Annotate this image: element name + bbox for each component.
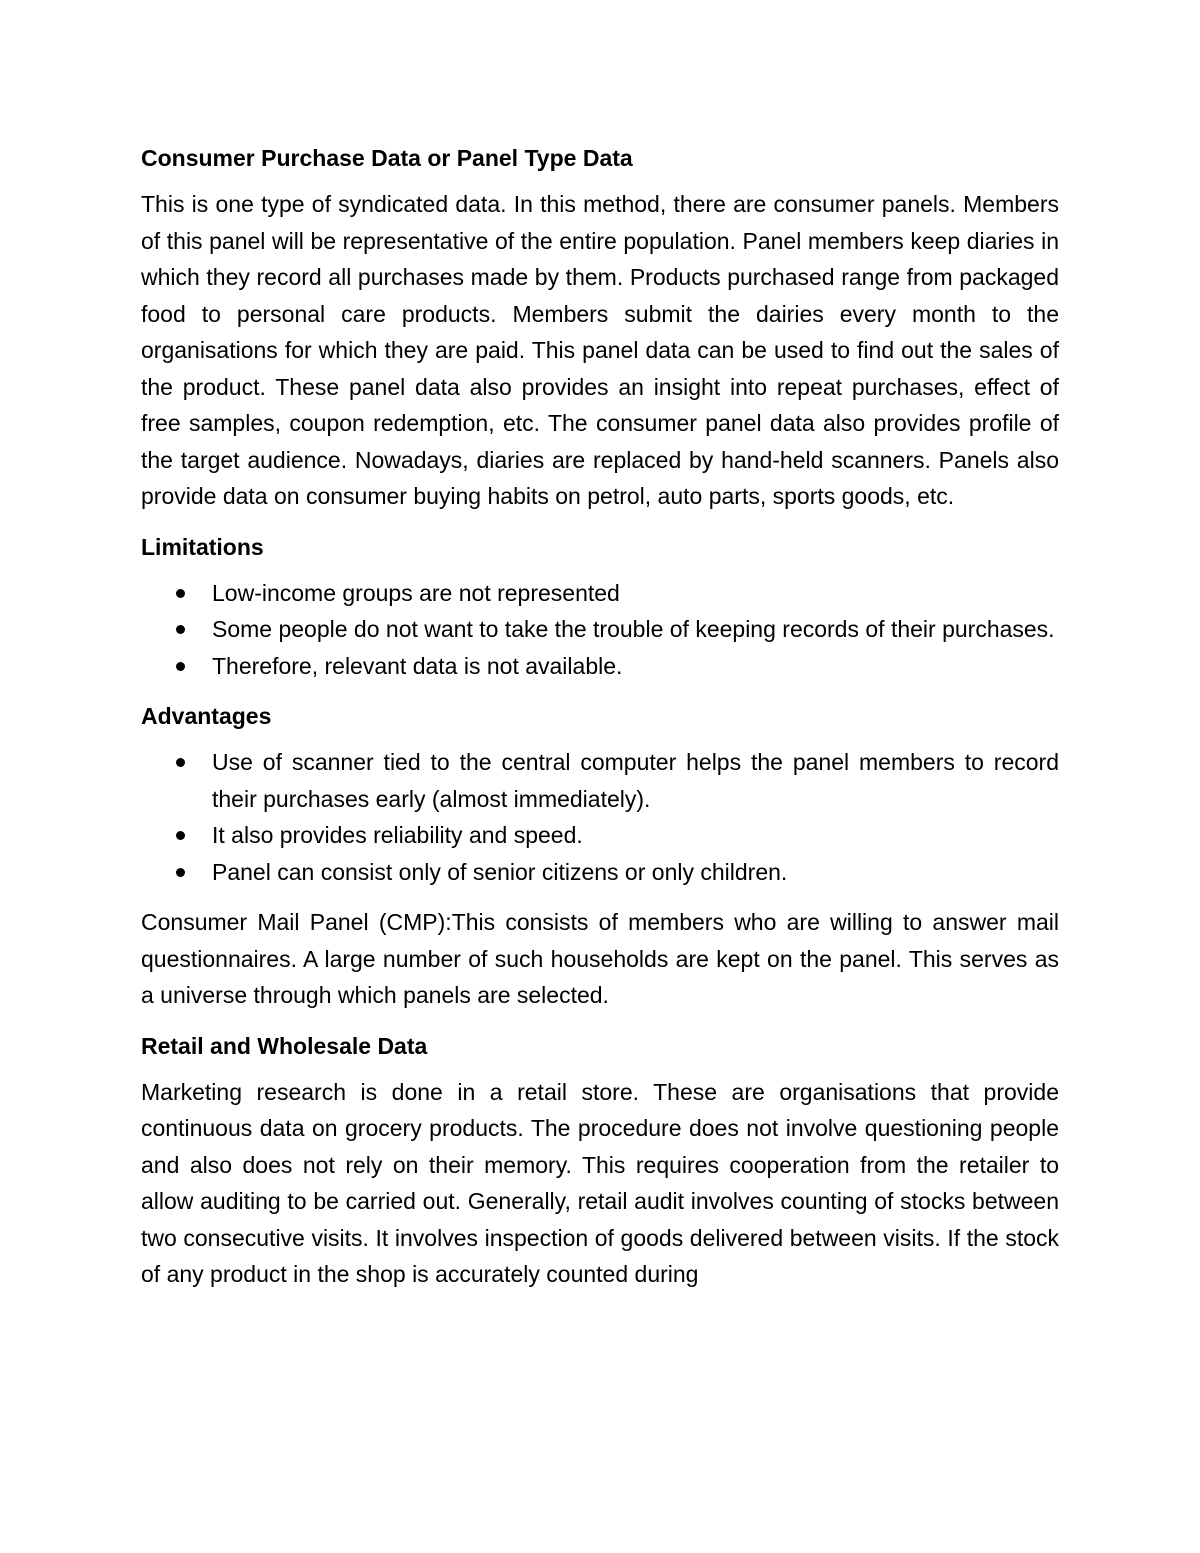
list-item: [141, 744, 1059, 817]
section-heading-retail-wholesale-data: Retail and Wholesale Data: [141, 1032, 428, 1059]
bullet-icon: [176, 758, 185, 767]
list-item: [141, 817, 1059, 854]
list-item-text: Use of scanner tied to the central computer helps the panel members to record their purchases early (almost immediately).: [212, 749, 1059, 812]
section-heading-consumer-purchase-data: Consumer Purchase Data or Panel Type Data: [141, 145, 633, 171]
section-heading-limitations: Limitations: [141, 533, 264, 560]
list-item-text: Some people do not want to take the trouble of keeping records of their purchases.: [212, 616, 1055, 642]
paragraph-retail-audit: Marketing research is done in a retail store. These are organisations that provide continuous data on grocery products. The procedure does not involve questioning people and also does not rely on their memory. This requires cooperation from the retailer to allow auditing to be carried out. Generally, retail audit involves counting of stocks between two consecutive visits. It involves inspection of goods delivered between visits. If the stock of any product in the shop is accurately counted during: [141, 1078, 1059, 1287]
section-heading-advantages: Advantages: [141, 703, 272, 729]
limitations-list: [141, 575, 1059, 685]
list-item-text: Panel can consist only of senior citizens or only children.: [212, 858, 788, 885]
list-item: [141, 648, 1059, 685]
bullet-icon: [176, 662, 185, 671]
list-item-text: Therefore, relevant data is not available.: [212, 652, 623, 679]
bullet-icon: [176, 589, 185, 598]
list-item: [141, 854, 1059, 891]
document-page: [141, 140, 1059, 1307]
list-item-text: Low-income groups are not represented: [212, 579, 620, 606]
bullet-icon: [176, 625, 185, 634]
advantages-list: [141, 744, 1059, 890]
list-item: [141, 611, 1059, 648]
paragraph-consumer-panels: This is one type of syndicated data. In this method, there are consumer panels. Members of this panel will be representative of the entire population. Panel members keep diaries in which they record all purchases made by them. Products purchased range from packaged food to personal care products. Members submit the dairies every month to the organisations for which they are paid. This panel data can be used to find out the sales of the product. These panel data also provides an insight into repeat purchases, effect of free samples, coupon redemption, etc. The consumer panel data also provides profile of the target audience. Nowadays, diaries are replaced by hand-held scanners. Panels also provide data on consumer buying habits on petrol, auto parts, sports goods, etc.: [141, 191, 1059, 509]
paragraph-consumer-mail-panel: Consumer Mail Panel (CMP):This consists of members who are willing to answer mail questionnaires. A large number of such households are kept on the panel. This serves as a universe through which panels are selected.: [141, 909, 1059, 1008]
list-item: [141, 575, 1059, 612]
bullet-icon: [176, 831, 185, 840]
bullet-icon: [176, 868, 185, 877]
list-item-text: It also provides reliability and speed.: [212, 822, 583, 848]
